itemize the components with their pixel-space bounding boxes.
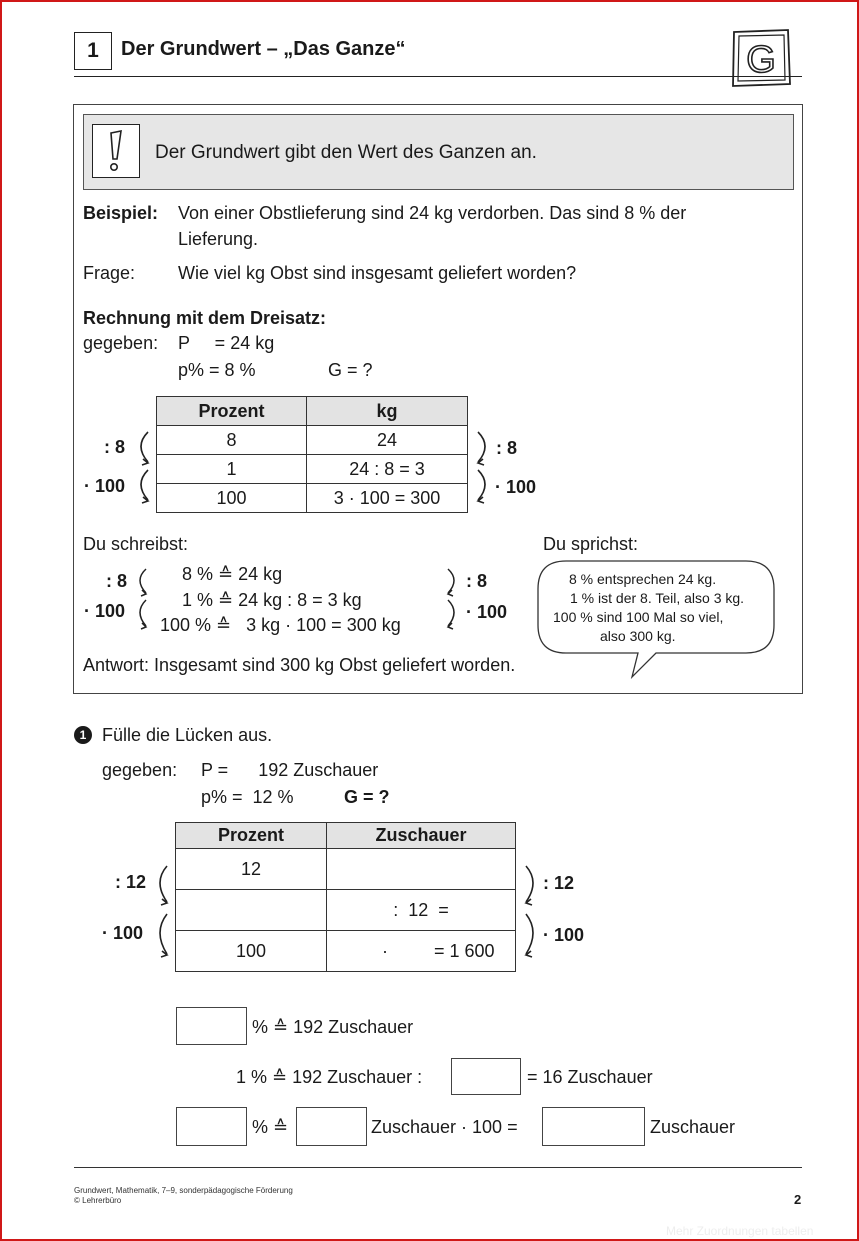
given-p: P = 24 kg <box>178 333 275 353</box>
line3-text: Zuschauer · 100 = <box>371 1117 518 1137</box>
exclamation-icon <box>92 124 140 178</box>
footer-line-2: © Lehrerbüro <box>74 1196 122 1205</box>
sprech-line-4: also 300 kg. <box>600 628 676 644</box>
op-divide-left-2: : 8 <box>106 571 128 591</box>
multiply-dot: · <box>382 941 388 961</box>
example-table <box>156 396 468 513</box>
cell: 24 : 8 = 3 <box>307 455 468 484</box>
exercise-gegeben-label: gegeben: <box>102 760 178 780</box>
header-rule <box>74 76 802 77</box>
op-multiply-left-2: · 100 <box>84 601 126 621</box>
ex-op-divide-right: : 12 <box>543 873 575 893</box>
cell <box>327 931 516 972</box>
curve-arrows-left-2 <box>131 566 153 634</box>
curve-arrows-right <box>470 428 498 508</box>
sprech-line-3: 100 % sind 100 Mal so viel, <box>553 609 724 625</box>
frage-label: Frage: <box>83 263 136 283</box>
blank-box-result[interactable] <box>542 1107 645 1146</box>
blank-box-percent-1[interactable] <box>176 1007 247 1045</box>
gegeben-label: gegeben: <box>83 333 159 353</box>
du-sprichst-label: Du sprichst: <box>543 534 639 554</box>
cell: 24 <box>307 426 468 455</box>
line3-unit: Zuschauer <box>650 1117 736 1137</box>
cell: 100 <box>157 484 307 513</box>
ex-op-multiply-right: · 100 <box>543 925 585 945</box>
schreib-line-2: 1 % ≙ 24 kg : 8 = 3 kg <box>182 590 362 610</box>
op-divide-left: : 8 <box>104 437 126 457</box>
header-kg: kg <box>307 397 468 426</box>
page-title: Der Grundwert – „Das Ganze“ <box>121 38 406 60</box>
curve-arrows-left <box>130 428 158 508</box>
logo-letter: G <box>746 39 776 81</box>
beispiel-line-2: Lieferung. <box>178 229 259 249</box>
op-multiply-right-2: · 100 <box>466 602 508 622</box>
cell: 12 <box>176 849 327 890</box>
exercise-number: 1 <box>74 726 92 744</box>
cell: 100 <box>176 931 327 972</box>
blank-box-divisor[interactable] <box>451 1058 521 1095</box>
rule-note <box>83 114 794 190</box>
chapter-number: 1 <box>74 32 112 70</box>
beispiel-line-1: Von einer Obstlieferung sind 24 kg verdorben. Das sind 8 % der <box>178 203 687 223</box>
ex-op-multiply-left: · 100 <box>102 923 144 943</box>
exercise-table <box>175 822 516 972</box>
antwort: Antwort: Insgesamt sind 300 kg Obst geliefert worden. <box>83 655 516 675</box>
schreib-line-1: 8 % ≙ 24 kg <box>182 564 283 584</box>
cell: 3 · 100 = 300 <box>307 484 468 513</box>
given-percent: p% = 8 % <box>178 360 256 380</box>
line1-text: % ≙ 192 Zuschauer <box>252 1017 414 1037</box>
beispiel-label: Beispiel: <box>83 203 159 223</box>
table-row <box>176 849 516 890</box>
footer-line-1: Grundwert, Mathematik, 7–9, sonderpädagogische Förderung <box>74 1186 293 1195</box>
ex-op-divide-left: : 12 <box>115 872 147 892</box>
op-divide-right-2: : 8 <box>466 571 488 591</box>
footer-rule <box>74 1167 802 1168</box>
ex-curve-arrows-right <box>518 862 544 962</box>
exercise-given-g: G = ? <box>344 787 390 807</box>
table-row <box>157 484 468 513</box>
blank-box-one-percent[interactable] <box>296 1107 367 1146</box>
table-row <box>176 890 516 931</box>
ex-curve-arrows-left <box>150 862 176 962</box>
rule-text: Der Grundwert gibt den Wert des Ganzen an. <box>155 142 537 163</box>
footer-credit <box>74 1186 293 1206</box>
schreib-line-3: 100 % ≙ 3 kg · 100 = 300 kg <box>160 615 401 635</box>
line2-text: 1 % ≙ 192 Zuschauer : <box>236 1067 423 1087</box>
curve-arrows-right-2 <box>442 566 464 634</box>
result: = 1 600 <box>434 941 495 961</box>
op-multiply-right: · 100 <box>495 477 537 497</box>
blank-cell[interactable] <box>327 849 516 890</box>
page-number: 2 <box>794 1192 802 1207</box>
header-prozent: Prozent <box>176 823 327 849</box>
sprech-line-1: 8 % entsprechen 24 kg. <box>569 571 717 587</box>
rechnung-heading: Rechnung mit dem Dreisatz: <box>83 308 327 328</box>
header-zuschauer: Zuschauer <box>327 823 516 849</box>
blank-cell[interactable] <box>176 890 327 931</box>
table-row <box>176 931 516 972</box>
op-divide-right: : 8 <box>496 438 518 458</box>
exercise-instruction: Fülle die Lücken aus. <box>102 725 273 745</box>
given-g: G = ? <box>328 360 373 380</box>
watermark: Mehr Zuordnungen tabellen <box>666 1224 814 1238</box>
exercise-given-p: P = 192 Zuschauer <box>201 760 379 780</box>
blank-box-percent-2[interactable] <box>176 1107 247 1146</box>
table-row <box>157 455 468 484</box>
line3-percent: % ≙ <box>252 1117 289 1137</box>
g-logo-icon <box>730 28 792 88</box>
table-row <box>157 426 468 455</box>
op-multiply-left: · 100 <box>84 476 126 496</box>
cell: : 12 = <box>327 890 516 931</box>
sprech-line-2: 1 % ist der 8. Teil, also 3 kg. <box>570 590 745 606</box>
header-prozent: Prozent <box>157 397 307 426</box>
cell: 8 <box>157 426 307 455</box>
exercise-given-percent: p% = 12 % <box>201 787 294 807</box>
cell: 1 <box>157 455 307 484</box>
frage-text: Wie viel kg Obst sind insgesamt geliefert worden? <box>178 263 577 283</box>
du-schreibst-label: Du schreibst: <box>83 534 189 554</box>
line2-result: = 16 Zuschauer <box>527 1067 653 1087</box>
